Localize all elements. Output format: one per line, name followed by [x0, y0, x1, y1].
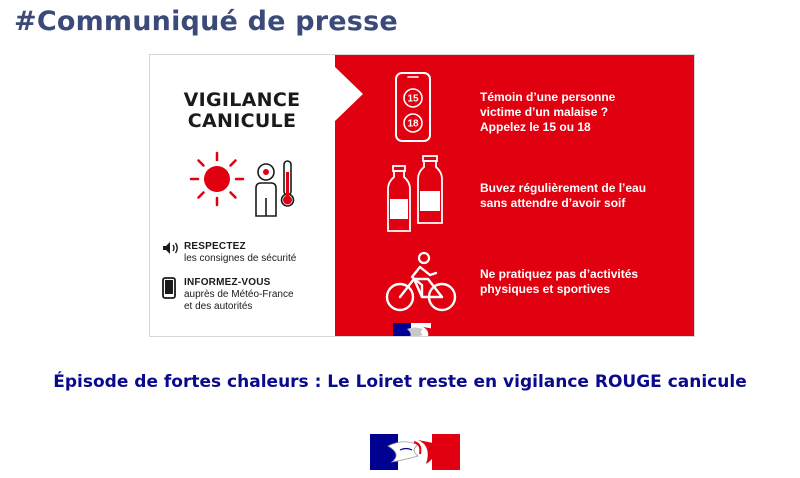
tip-sport-line1: Ne pratiquez pas d’activités [480, 267, 639, 281]
tip-water-text [480, 181, 690, 211]
emergency-number-15: 15 [407, 93, 419, 105]
legend-respectez [162, 241, 296, 265]
poster-title-line2: CANICULE [187, 110, 297, 132]
legend-respectez-text: les consignes de sécurité [184, 253, 297, 264]
tip-emergency-line2: victime d’un malaise ? [480, 105, 609, 119]
republic-logo-small [393, 323, 449, 337]
legend-informez-title: INFORMEZ-VOUS [184, 277, 271, 288]
legend-informez [162, 277, 294, 313]
tip-water-line1: Buvez régulièrement de l’eau [480, 181, 647, 195]
page-heading: #Communiqué de presse [14, 6, 398, 37]
water-bottles-icon [384, 155, 448, 235]
vigilance-canicule-poster [149, 54, 695, 337]
poster-title [162, 90, 322, 132]
sun-icon [189, 151, 245, 207]
tip-emergency-line1: Témoin d’une personne [480, 90, 616, 104]
republic-logo [370, 434, 460, 470]
tip-water-line2: sans attendre d’avoir soif [480, 196, 626, 210]
legend-informez-text1: auprès de Météo-France [184, 289, 294, 300]
poster-title-line1: VIGILANCE [183, 89, 301, 111]
press-release-headline: Épisode de fortes chaleurs : Le Loiret reste en vigilance ROUGE canicule [53, 372, 747, 392]
emergency-number-18: 18 [407, 118, 419, 130]
legend-respectez-title: RESPECTEZ [184, 241, 246, 252]
tip-emergency-text [480, 90, 690, 135]
legend-informez-text2: et des autorités [184, 301, 253, 312]
speaker-icon [162, 241, 180, 255]
poster-arrow [335, 67, 363, 121]
tip-sport-line2: physiques et sportives [480, 282, 611, 296]
person-thermometer-icon [254, 158, 298, 220]
cyclist-icon [384, 249, 458, 313]
phone-icon [162, 277, 176, 299]
tip-emergency-line3: Appelez le 15 ou 18 [480, 120, 591, 134]
tip-sport-text [480, 267, 690, 297]
phone-emergency-icon [394, 71, 432, 143]
